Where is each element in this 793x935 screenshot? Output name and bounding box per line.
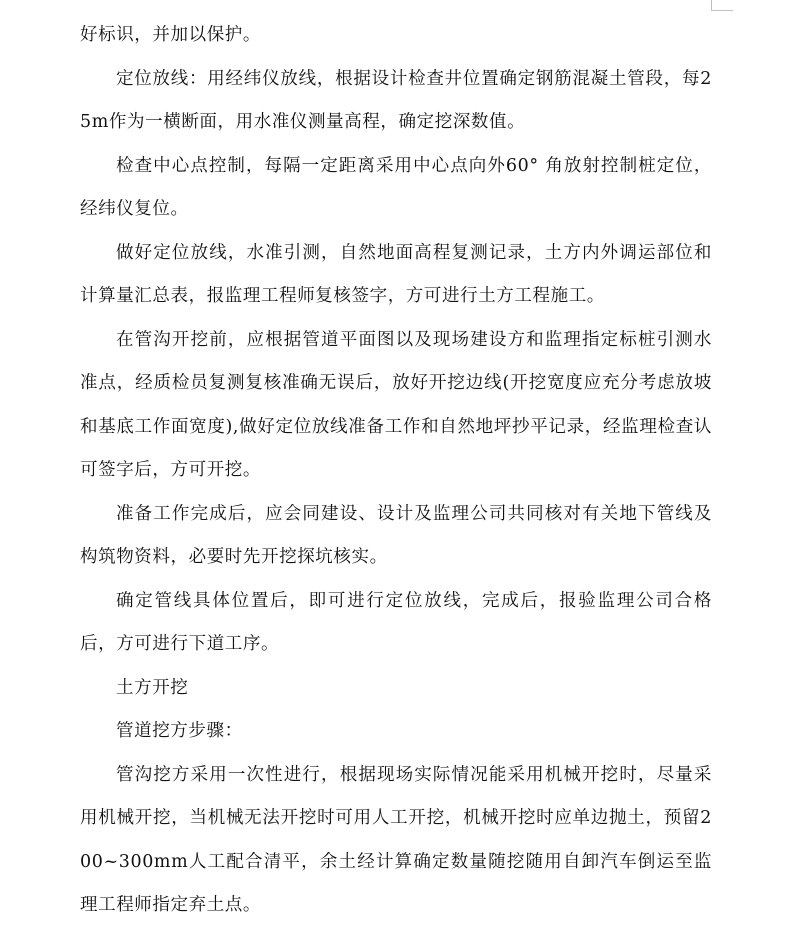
paragraph-continuation: 好标识，并加以保护。 (80, 25, 261, 45)
paragraph-survey-records: 做好定位放线，水准引测，自然地面高程复测记录，土方内外调运部位和计算量汇总表，报监理工程师复核签字，方可进行土方工程施工。 (80, 242, 712, 306)
page-corner-mark-horizontal (711, 10, 733, 11)
paragraph-pipeline-position: 确定管线具体位置后，即可进行定位放线，完成后，报验监理公司合格后，方可进行下道工序。 (80, 590, 712, 654)
section-heading-excavation-steps: 管道挖方步骤： (116, 721, 243, 741)
section-heading-earthwork: 土方开挖 (116, 677, 189, 698)
paragraph-before-excavation: 在管沟开挖前，应根据管道平面图以及现场建设方和监理指定标桩引测水准点，经质检员复测复核准确无误后，放好开挖边线(开挖宽度应充分考虑放坡和基底工作面宽度),做好定位放线准备工作和自然地坪抄平记录，经监理检查认可签字后，方可开挖。 (80, 329, 712, 480)
page-corner-mark-vertical (711, 0, 712, 10)
paragraph-center-point-control: 检查中心点控制，每隔一定距离采用中心点向外60° 角放射控制桩定位，经纬仪复位。 (80, 155, 712, 219)
document-body[interactable] (80, 14, 712, 928)
paragraph-positioning: 定位放线：用经纬仪放线，根据设计检查井位置确定钢筋混凝土管段，每25m作为一横断面，用水准仪测量高程，确定挖深数值。 (80, 68, 712, 132)
paragraph-trench-excavation: 管沟挖方采用一次性进行，根据现场实际情况能采用机械开挖时，尽量采用机械开挖，当机械无法开挖时可用人工开挖，机械开挖时应单边抛土，预留200~300mm人工配合清平，余土经计算确定数量随挖随用自卸汽车倒运至监理工程师指定弃土点。 (80, 764, 712, 915)
paragraph-preparation-complete: 准备工作完成后，应会同建设、设计及监理公司共同核对有关地下管线及构筑物资料，必要时先开挖探坑核实。 (80, 503, 712, 567)
